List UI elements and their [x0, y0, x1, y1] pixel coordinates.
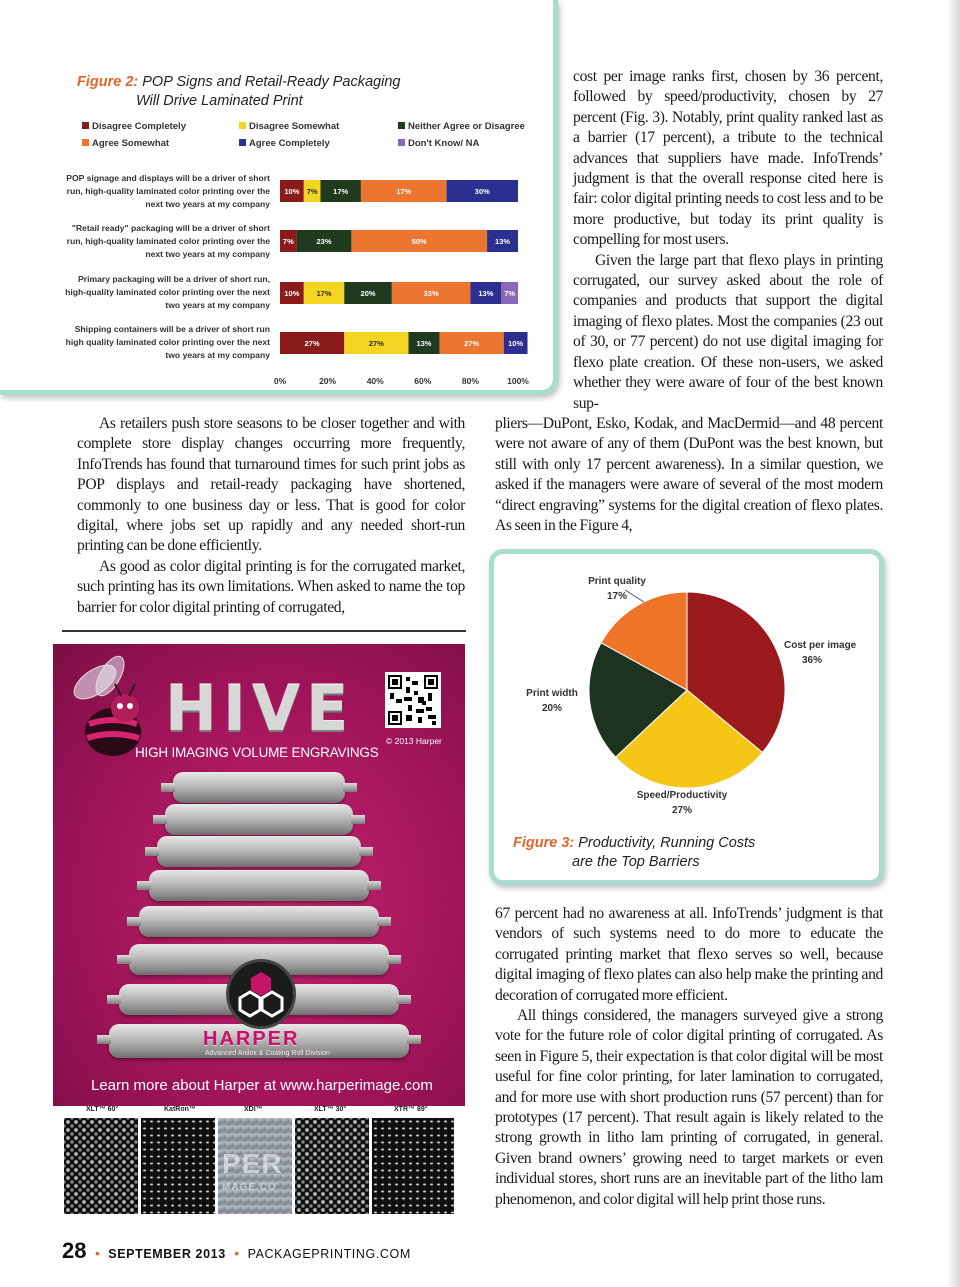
ad-tagline: HIGH IMAGING VOLUME ENGRAVINGS: [135, 745, 379, 760]
swatch-watermark: PER: [222, 1148, 283, 1179]
paragraph: All things considered, the managers surveyed give a strong vote for the future role of color digital printing of corrugated. As seen in Figure 5, their expectation is that color digital will be most useful for fine color printing, for later lamination to corrugated, and for more use with short production runs (57 percent) than for prototypes (17 percent). That result again is likely related to the strong growth in litho lam printing of corrugated, in general. Given brand owners’ growing need to target markets or even individual stores, short runs are an inevitable part of the litho lam phenomenon, and color digital will help print those runs.: [495, 1007, 883, 1208]
bar-value-label: 10%: [508, 339, 524, 348]
category-label: "Retail ready" packaging will be a driver of short: [71, 223, 270, 233]
swatch-image: [218, 1118, 292, 1214]
swatch-label: XTR™ 89°: [394, 1106, 428, 1113]
swatch-image: [141, 1118, 215, 1214]
bullet-separator: •: [94, 1245, 100, 1261]
paragraph: As retailers push store seasons to be closer together and with complete store display changes occurring more frequently, InfoTrends has found that turnaround times for such print jobs as POP displays and retail-ready packaging have shortened, commonly to one business day or less. That is good for color digital, where jobs set up rapidly and any needed short-run printing can be done efficiently.: [77, 415, 465, 555]
bar-value-label: 50%: [411, 237, 427, 246]
x-tick-label: 100%: [507, 376, 529, 386]
category-label: high-quality laminated color printing over the next: [65, 287, 270, 297]
slice-value-label: 20%: [541, 703, 563, 714]
roller-image: [139, 906, 379, 937]
bar-value-label: 17%: [316, 289, 332, 298]
column-rule: [62, 630, 466, 632]
paragraph: As good as color digital printing is for the corrugated market, such printing has its own limitations. When asked to name the top barrier for color digital printing of corrugated,: [77, 557, 465, 616]
wide-paragraph: [495, 414, 883, 536]
slice-label: Speed/Productivity: [636, 790, 728, 801]
x-tick-label: 80%: [461, 376, 479, 386]
page-footer: [62, 1238, 411, 1264]
roller-image: [157, 836, 361, 867]
left-column: [77, 414, 465, 618]
bar-value-label: 17%: [333, 187, 349, 196]
bar-value-label: 27%: [464, 339, 480, 348]
x-tick-label: 60%: [414, 376, 432, 386]
bar-value-label: 7%: [282, 237, 294, 246]
paragraph: 67 percent had no awareness at all. InfoTrends’ judgment is that vendors of such systems need to do more to educate the corrugated printing market that flexo serves so well, because digital imaging of flexo plates can also help make the printing and decoration of corrugated more efficient.: [495, 905, 883, 1004]
roller-image: [149, 870, 369, 901]
figure-2-title-line2: Will Drive Laminated Print: [136, 93, 303, 109]
bar-value-label: 13%: [495, 237, 511, 246]
ad-division: Advanced Anilox & Coating Roll Division: [205, 1050, 330, 1057]
harper-logo-icon: [229, 962, 293, 1026]
bar-value-label: 33%: [423, 289, 439, 298]
bar-value-label: 23%: [316, 237, 332, 246]
bar-value-label: 13%: [416, 339, 432, 348]
leader-line: [625, 590, 644, 602]
right-column-top: [573, 67, 883, 414]
slice-label: Cost per image: [784, 640, 857, 651]
issue-date: SEPTEMBER 2013: [108, 1247, 226, 1261]
bar-value-label: 27%: [368, 339, 384, 348]
category-label: Shipping containers will be a driver of short run: [74, 324, 270, 334]
slice-value-label: 36%: [801, 655, 823, 666]
figure-2-panel: [0, 0, 558, 395]
paragraph: Given the large part that flexo plays in printing corrugated, our survey asked about the role of companies and products that support the digital imaging of flexo plates. Most the companies (23 out of 30, or 77 percent) do not use digital imaging for flexo plate creation. Of these non-users, we asked whether they were aware of four of the best known sup-: [573, 251, 883, 412]
bar-value-label: 30%: [474, 187, 490, 196]
category-label: next two years at my company: [145, 249, 270, 259]
figure-2-title-line1: POP Signs and Retail-Ready Packaging: [142, 74, 401, 90]
bar-value-label: 17%: [396, 187, 412, 196]
figure-3-pie-chart: [494, 554, 879, 880]
bullet-separator: •: [234, 1245, 240, 1261]
bar-value-label: 10%: [284, 187, 300, 196]
category-label: two years at my company: [165, 300, 270, 310]
swatch-image: [64, 1118, 138, 1214]
ad-company-name: HARPER: [203, 1028, 300, 1050]
slice-label: Print quality: [588, 576, 646, 587]
x-tick-label: 0%: [273, 376, 287, 386]
category-label: run, high-quality laminated color printing over the: [66, 236, 270, 246]
roller-image: [165, 804, 353, 835]
figure-3-title-line1: Productivity, Running Costs: [578, 835, 756, 851]
legend-label: Don't Know/ NA: [408, 138, 480, 149]
figure-3-number: Figure 3:: [513, 835, 575, 851]
bar-value-label: 20%: [360, 289, 376, 298]
bar-value-label: 10%: [284, 289, 300, 298]
swatch-label: XDI™: [244, 1106, 263, 1113]
page-edge: [946, 0, 960, 1287]
site-url[interactable]: PACKAGEPRINTING.COM: [247, 1247, 411, 1261]
category-label: POP signage and displays will be a driver of short: [66, 173, 270, 183]
roller-image: [173, 772, 345, 803]
swatch-label: XLT™ 60°: [86, 1106, 119, 1113]
slice-label: Print width: [526, 688, 578, 699]
qr-code-icon[interactable]: [385, 672, 441, 728]
bar-value-label: 27%: [304, 339, 320, 348]
figure-3-title-line2: are the Top Barriers: [572, 854, 700, 870]
category-label: run, high-quality laminated color printing over the: [66, 186, 270, 196]
bar-value-label: 13%: [478, 289, 494, 298]
legend-label: Disagree Somewhat: [249, 121, 340, 132]
swatch-watermark-small: MAGE.CO: [222, 1182, 277, 1193]
x-tick-label: 20%: [319, 376, 337, 386]
figure-2-number: Figure 2:: [77, 74, 139, 90]
swatch-image: [295, 1118, 369, 1214]
paragraph: cost per image ranks first, chosen by 36 percent, followed by speed/productivity, chosen by 27 percent (Fig. 3). Notably, print quality ranked last as a barrier (17 percent), a tribute to the technical advances that suppliers have made. InfoTrends’ judgment is that the overall response cited here is fair: color digital printing needs to cost less and to be more productive, but today its print quality is compelling for most users.: [573, 68, 883, 249]
figure-3-caption: [513, 834, 755, 872]
legend-label: Agree Somewhat: [92, 138, 170, 149]
legend-label: Neither Agree or Disagree: [408, 121, 525, 132]
ad-website-link[interactable]: Learn more about Harper at www.harperimage.com: [91, 1077, 433, 1094]
ad-copyright: © 2013 Harper: [386, 736, 442, 746]
harper-advertisement[interactable]: [53, 644, 465, 1106]
bar-value-label: 7%: [306, 187, 318, 196]
swatch-label: KatRon™: [164, 1106, 196, 1113]
page-number: 28: [62, 1238, 87, 1263]
category-label: next two years at my company: [145, 199, 270, 209]
x-tick-label: 40%: [366, 376, 384, 386]
figure-3-panel: [489, 549, 884, 885]
category-label: two years at my company: [165, 350, 270, 360]
right-column-bottom: [495, 904, 883, 1210]
slice-value-label: 27%: [671, 805, 693, 816]
ad-brand-hive: HIVE: [165, 672, 355, 745]
legend-label: Agree Completely: [249, 138, 330, 149]
swatch-image: [372, 1118, 454, 1214]
category-label: Primary packaging will be a driver of short run,: [78, 274, 270, 284]
swatch-label: XLT™ 30°: [314, 1106, 347, 1113]
category-label: high quality laminated color printing over the next: [65, 337, 270, 347]
slice-value-label: 17%: [606, 591, 628, 602]
paragraph: pliers—DuPont, Esko, Kodak, and MacDermid—and 48 percent were not aware of any of them (DuPont was the best known, but still with only 17 percent awareness). In a similar question, we asked if the managers were aware of several of the most modern “direct engraving” systems for the digital creation of flexo plates. As seen in the Figure 4,: [495, 415, 883, 535]
engraving-samples: [64, 1106, 454, 1218]
figure-2-bar-chart: [0, 0, 553, 390]
legend-label: Disagree Completely: [92, 121, 186, 132]
bar-value-label: 7%: [504, 289, 516, 298]
